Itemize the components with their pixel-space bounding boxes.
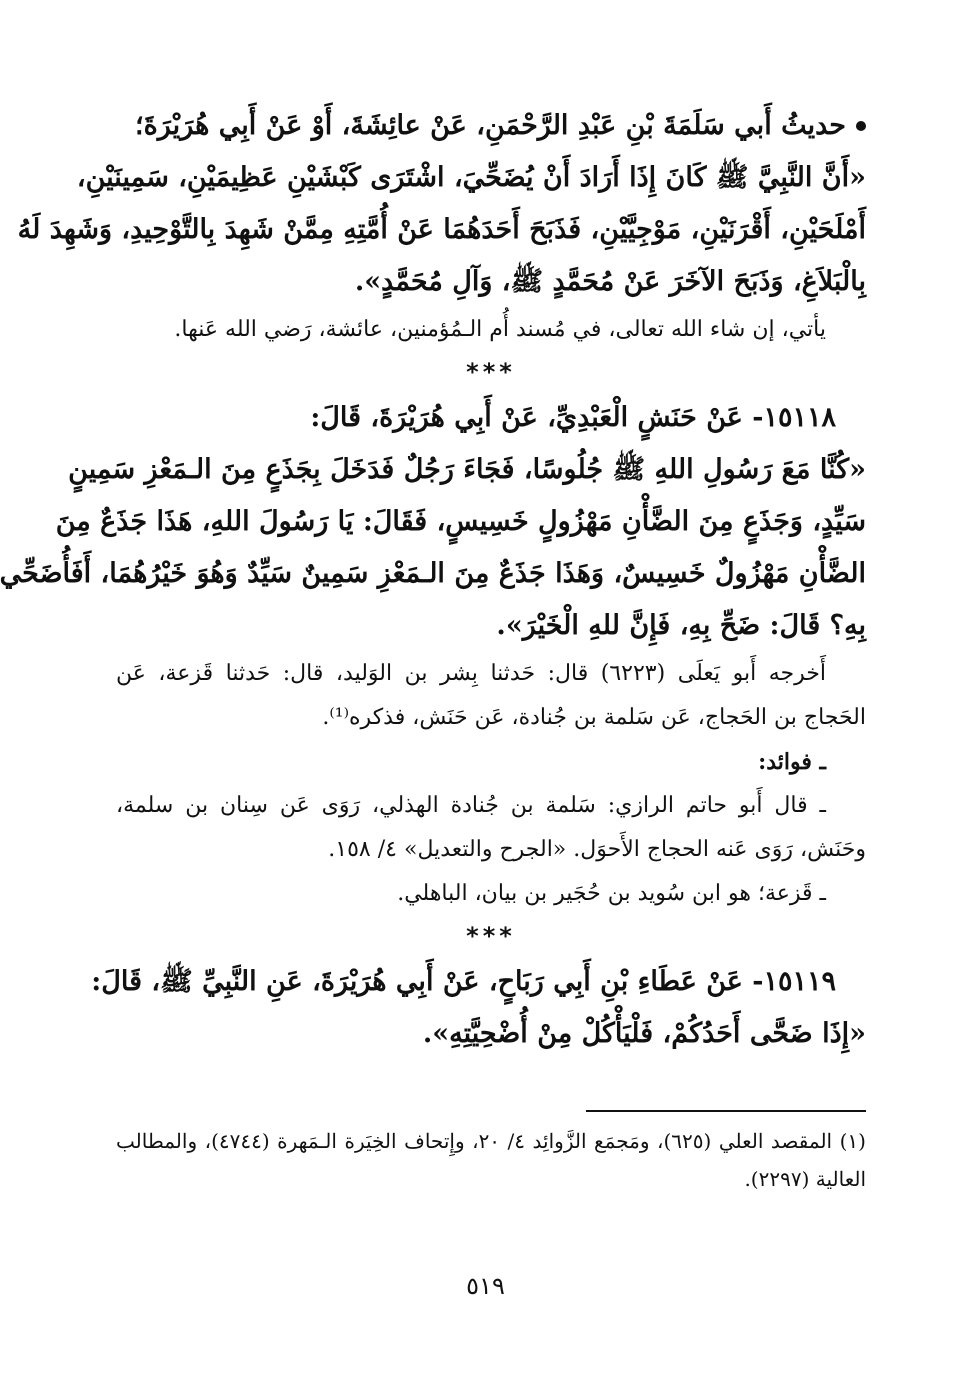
hadith-heading: ١٥١١٨- عَنْ حَنَشٍ الْعَبْدِيِّ، عَنْ أَبِي هُرَيْرَةَ، قَالَ: [310, 402, 836, 433]
hadith-line: أَمْلَحَيْنِ، أَقْرَنَيْنِ، مَوْجِيَّيْنِ، فَذَبَحَ أَحَدَهُمَا عَنْ أُمَّتِهِ مِمَّنْ شَهِدَ بِالتَّوْحِيدِ، وَشَهِدَ لَهُ [17, 214, 866, 245]
hadith-line: بِالْبَلاَغِ، وَذَبَحَ الآخَرَ عَنْ مُحَمَّدٍ ﷺ، وَآلِ مُحَمَّدٍ». [354, 266, 866, 297]
bullet-icon [856, 121, 866, 131]
fawaid-line: ـ قال أَبو حاتم الرازي: سَلمة بن جُنادة الهذلي، رَوَى عَن سِنان بن سلمة، [116, 793, 826, 818]
hadith-line: سَيِّدٍ، وَجَذَعٍ مِنَ الضَّأْنِ مَهْزُولٍ خَسِيسٍ، فَقَالَ: يَا رَسُولَ اللهِ، هَذَا جَذَعٌ مِنَ [55, 506, 866, 537]
takhrij-line: الحَجاج بن الحَجاج، عَن سَلمة بن جُنادة، عَن حَنَش، فذكره⁽¹⁾. [322, 705, 866, 730]
hadith-heading: ١٥١١٩- عَنْ عَطَاءِ بْنِ أَبِي رَبَاحٍ، عَنْ أَبِي هُرَيْرَةَ، عَنِ النَّبِيِّ ﷺ، قَالَ: [91, 966, 836, 997]
footnote-line: العالية (٢٢٩٧). [744, 1167, 866, 1191]
cross-reference-note: يأتي، إن شاء الله تعالى، في مُسند أُم الـمُؤمنين، عائشة، رَضي الله عَنها. [174, 317, 826, 342]
section-separator: *** [466, 922, 516, 950]
fawaid-title: ـ فوائد: [758, 749, 826, 775]
section-heading [116, 100, 866, 152]
takhrij-line: أَخرجه أَبو يَعلَى (٦٢٢٣) قال: حَدثنا بِشر بن الوَليد، قال: حَدثنا قَزعة، عَن [116, 661, 826, 686]
hadith-line: «أَنَّ النَّبِيَّ ﷺ كَانَ إِذَا أَرَادَ أَنْ يُضَحِّيَ، اشْتَرَى كَبْشَيْنِ عَظِيمَيْنِ، سَمِينَيْنِ، [76, 162, 866, 193]
document-page [0, 100, 866, 1198]
fawaid-line: وحَنَش، رَوَى عَنه الحجاج الأَحوَل. «الجرح والتعديل» ٤/ ١٥٨. [328, 837, 866, 862]
hadith-line: «إِذَا ضَحَّى أَحَدُكُمْ، فَلْيَأْكُلْ مِنْ أُضْحِيَّتِهِ». [422, 1018, 866, 1049]
footnote-line: (١) المقصد العلي (٦٢٥)، ومَجمَع الزَّوائِد ٤/ ٢٠، وإِتحاف الخِيَرة الـمَهرة (٤٧٤٤)، والمطالب [116, 1129, 866, 1153]
fawaid-line: ـ قَزعة؛ هو ابن سُويد بن حُجَير بن بيان، الباهلي. [397, 881, 826, 906]
hadith-line: بِهِ؟ قَالَ: ضَحِّ بِهِ، فَإِنَّ للهِ الْخَيْرَ». [496, 610, 866, 641]
page-number: ٥١٩ [466, 1272, 505, 1300]
hadith-line: «كُنَّا مَعَ رَسُولِ اللهِ ﷺ جُلُوسًا، فَجَاءَ رَجُلٌ فَدَخَلَ بِجَذَعٍ مِنَ الـمَعْزِ سَمِينٍ [68, 454, 866, 485]
footnote-divider [586, 1110, 866, 1112]
hadith-line: الضَّأْنِ مَهْزُولٌ خَسِيسٌ، وَهَذَا جَذَعٌ مِنَ الـمَعْزِ سَمِينٌ سَيِّدٌ وَهُوَ خَيْرُهُمَا، أَفَأُضَحِّي [0, 558, 866, 589]
section-heading-text: حديثُ أَبي سَلَمَةَ بْنِ عَبْدِ الرَّحْمَنِ، عَنْ عائِشَةَ، أَوْ عَنْ أَبِي هُرَيْرَةَ؛ [135, 110, 846, 141]
section-separator: *** [466, 358, 516, 386]
